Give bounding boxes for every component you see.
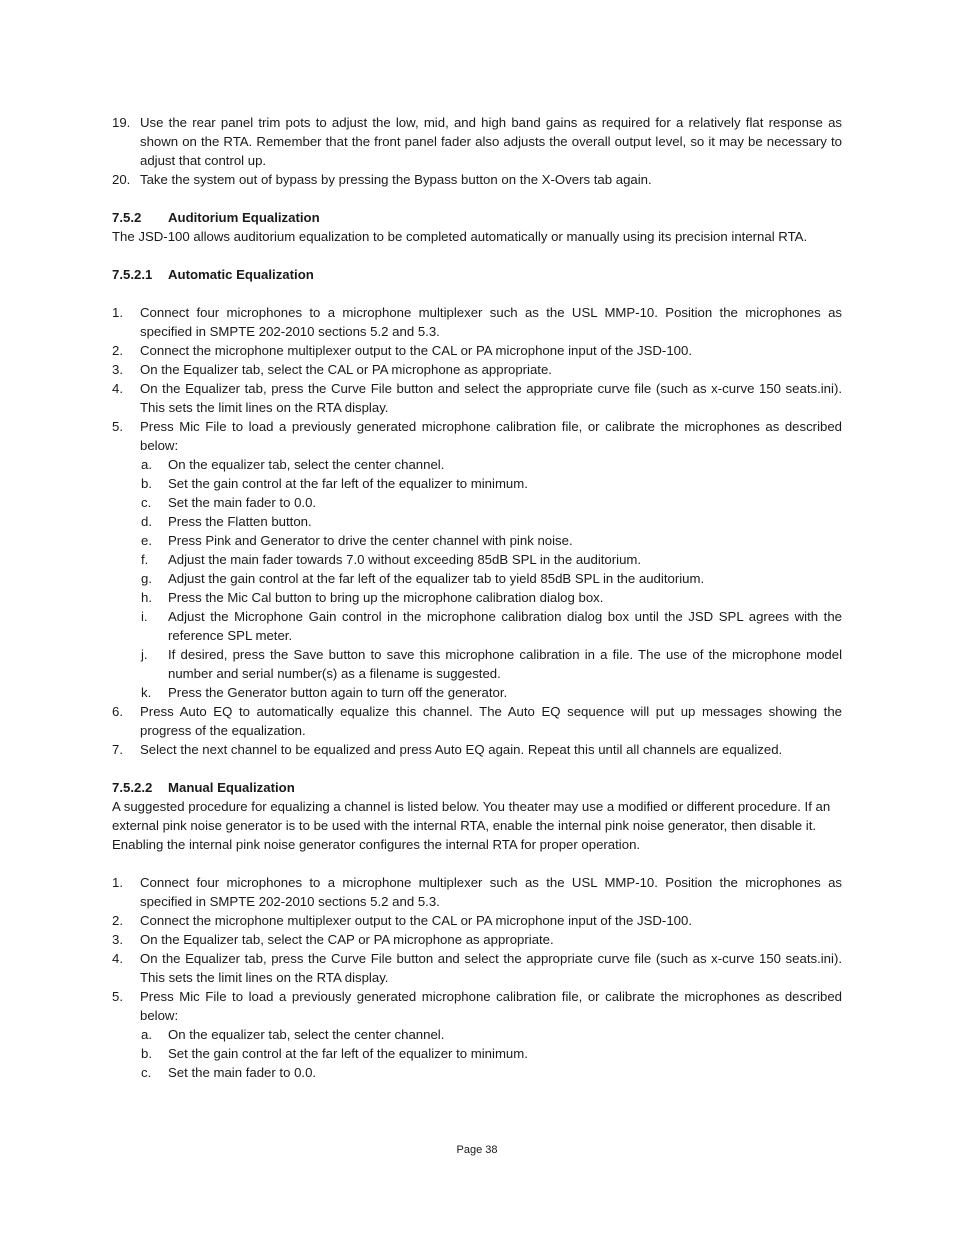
- list-item: 7. Select the next channel to be equalized and press Auto EQ again. Repeat this until all channels are equalized.: [112, 742, 783, 757]
- sub-list-item: g. Adjust the gain control at the far left of the equalizer tab to yield 85dB SPL in the auditorium.: [141, 571, 705, 586]
- section-heading: 7.5.2 Auditorium Equalization: [112, 210, 320, 225]
- sub-list-item: h. Press the Mic Cal button to bring up the microphone calibration dialog box.: [141, 590, 604, 605]
- list-item: 2. Connect the microphone multiplexer output to the CAL or PA microphone input of the JSD-100.: [112, 913, 692, 928]
- sub-list-item: b. Set the gain control at the far left of the equalizer to minimum.: [141, 1046, 528, 1061]
- paragraph: A suggested procedure for equalizing a channel is listed below. You theater may use a modified or different procedure. If an external pink noise generator is to be used with the internal RTA, enable the internal pink noise generator, then disable it. Enabling the internal pink noise generator configures the internal RTA for proper operation.: [112, 799, 831, 852]
- list-item: 3. On the Equalizer tab, select the CAL or PA microphone as appropriate.: [112, 362, 552, 377]
- list-item: 5. Press Mic File to load a previously generated microphone calibration file, or calibrate the microphones as described below:: [112, 419, 842, 453]
- list-item: 20. Take the system out of bypass by pressing the Bypass button on the X-Overs tab again.: [112, 172, 652, 187]
- sub-list-item: i. Adjust the Microphone Gain control in the microphone calibration dialog box until the JSD SPL agrees with the reference SPL meter.: [141, 609, 842, 643]
- sub-list-item: a. On the equalizer tab, select the center channel.: [141, 457, 445, 472]
- list-item: 19. Use the rear panel trim pots to adjust the low, mid, and high band gains as required for a relatively flat response as shown on the RTA. Remember that the front panel fader also adjusts the overall output level, so it may be necessary to adjust that control up.: [112, 115, 842, 168]
- sub-list-item: b. Set the gain control at the far left of the equalizer to minimum.: [141, 476, 528, 491]
- paragraph: The JSD-100 allows auditorium equalization to be completed automatically or manually using its precision internal RTA.: [112, 229, 808, 244]
- sub-list-item: c. Set the main fader to 0.0.: [141, 495, 317, 510]
- list-item: 2. Connect the microphone multiplexer output to the CAL or PA microphone input of the JSD-100.: [112, 343, 692, 358]
- sub-list-item: d. Press the Flatten button.: [141, 514, 312, 529]
- list-item: 6. Press Auto EQ to automatically equalize this channel. The Auto EQ sequence will put up messages showing the progress of the equalization.: [112, 704, 842, 738]
- list-item: 5. Press Mic File to load a previously generated microphone calibration file, or calibrate the microphones as described below:: [112, 989, 842, 1023]
- sub-list-item: e. Press Pink and Generator to drive the center channel with pink noise.: [141, 533, 573, 548]
- sub-list-item: f. Adjust the main fader towards 7.0 without exceeding 85dB SPL in the auditorium.: [141, 552, 642, 567]
- list-item: 4. On the Equalizer tab, press the Curve File button and select the appropriate curve file (such as x-curve 150 seats.ini). This sets the limit lines on the RTA display.: [112, 951, 842, 985]
- page-number: Page 38: [456, 1144, 498, 1156]
- document-page: [112, 113, 842, 1082]
- sub-list-item: c. Set the main fader to 0.0.: [141, 1065, 317, 1080]
- section-heading: 7.5.2.1 Automatic Equalization: [112, 267, 314, 282]
- section-heading: 7.5.2.2 Manual Equalization: [112, 780, 295, 795]
- sub-list-item: a. On the equalizer tab, select the center channel.: [141, 1027, 445, 1042]
- list-item: 4. On the Equalizer tab, press the Curve File button and select the appropriate curve file (such as x-curve 150 seats.ini). This sets the limit lines on the RTA display.: [112, 381, 842, 415]
- list-item: 1. Connect four microphones to a microphone multiplexer such as the USL MMP-10. Position the microphones as specified in SMPTE 202-2010 sections 5.2 and 5.3.: [112, 875, 842, 909]
- list-item: 3. On the Equalizer tab, select the CAP or PA microphone as appropriate.: [112, 932, 554, 947]
- sub-list-item: j. If desired, press the Save button to save this microphone calibration in a file. The use of the microphone model number and serial number(s) as a filename is suggested.: [141, 647, 842, 681]
- sub-list-item: k. Press the Generator button again to turn off the generator.: [141, 685, 508, 700]
- list-item: 1. Connect four microphones to a microphone multiplexer such as the USL MMP-10. Position the microphones as specified in SMPTE 202-2010 sections 5.2 and 5.3.: [112, 305, 842, 339]
